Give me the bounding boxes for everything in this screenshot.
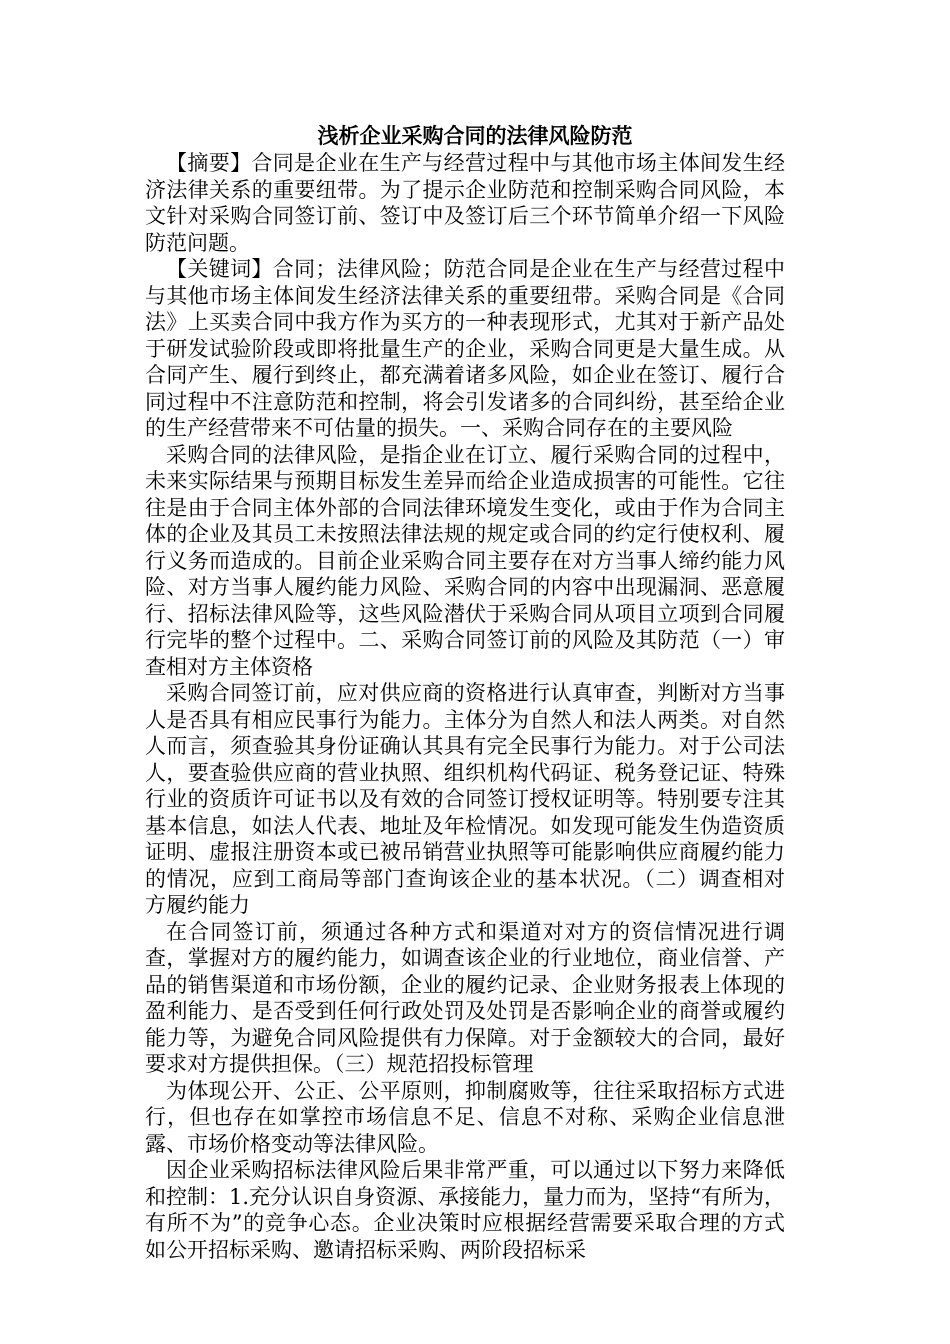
body-paragraph: 为体现公开、公正、公平原则，抑制腐败等，往往采取招标方式进行，但也存在如掌控市场信息不足、信息不对称、采购企业信息泄露、市场价格变动等法律风险。	[145, 1078, 785, 1156]
document-title: 浅析企业采购合同的法律风险防范	[317, 124, 633, 148]
body-paragraph: 采购合同的法律风险，是指企业在订立、履行采购合同的过程中，未来实际结果与预期目标发生差异而给企业造成损害的可能性。它往往是由于合同主体外部的合同法律环境发生变化，或由于作为合同主体的企业及其员工未按照法律法规的规定或合同的约定行使权利、履行义务而造成的。目前企业采购合同主要存在对方当事人缔约能力风险、对方当事人履约能力风险、采购合同的内容中出现漏洞、恶意履行、招标法律风险等，这些风险潜伏于采购合同从项目立项到合同履行完毕的整个过程中。二、采购合同签订前的风险及其防范（一）审查相对方主体资格	[145, 442, 785, 679]
body-paragraph: 采购合同签订前，应对供应商的资格进行认真审查，判断对方当事人是否具有相应民事行为能力。主体分为自然人和法人两类。对自然人而言，须查验其身份证确认其具有完全民事行为能力。对于公司法人，要查验供应商的营业执照、组织机构代码证、税务登记证、特殊行业的资质许可证书以及有效的合同签订授权证明等。特别要专注其基本信息，如法人代表、地址及年检情况。如发现可能发生伪造资质证明、虚报注册资本或已被吊销营业执照等可能影响供应商履约能力的情况，应到工商局等部门查询该企业的基本状况。（二）调查相对方履约能力	[145, 681, 785, 917]
abstract-paragraph: 【摘要】合同是企业在生产与经营过程中与其他市场主体间发生经济法律关系的重要纽带。为了提示企业防范和控制采购合同风险，本文针对采购合同签订前、签订中及签订后三个环节简单介绍一下风险防范问题。	[145, 151, 785, 255]
body-paragraph: 因企业采购招标法律风险后果非常严重，可以通过以下努力来降低和控制：1.充分认识自身资源、承接能力，量力而为，坚持“有所为，有所不为”的竞争心态。企业决策时应根据经营需要采取合理的方式如公开招标采购、邀请招标采购、两阶段招标采	[145, 1158, 785, 1262]
keywords-paragraph: 【关键词】合同；法律风险；防范合同是企业在生产与经营过程中与其他市场主体间发生经济法律关系的重要纽带。采购合同是《合同法》上买卖合同中我方作为买方的一种表现形式，尤其对于新产品处于研发试验阶段或即将批量生产的企业，采购合同更是大量生成。从合同产生、履行到终止，都充满着诸多风险，如企业在签订、履行合同过程中不注意防范和控制，将会引发诸多的合同纠纷，甚至给企业的生产经营带来不可估量的损失。一、采购合同存在的主要风险	[145, 257, 785, 440]
document-page	[145, 122, 785, 1263]
body-paragraph: 在合同签订前，须通过各种方式和渠道对对方的资信情况进行调查，掌握对方的履约能力，如调查该企业的行业地位，商业信誉、产品的销售渠道和市场份额，企业的履约记录、企业财务报表上体现的盈利能力、是否受到任何行政处罚及处罚是否影响企业的商誉或履约能力等，为避免合同风险提供有力保障。对于金额较大的合同，最好要求对方提供担保。（三）规范招投标管理	[145, 919, 785, 1076]
